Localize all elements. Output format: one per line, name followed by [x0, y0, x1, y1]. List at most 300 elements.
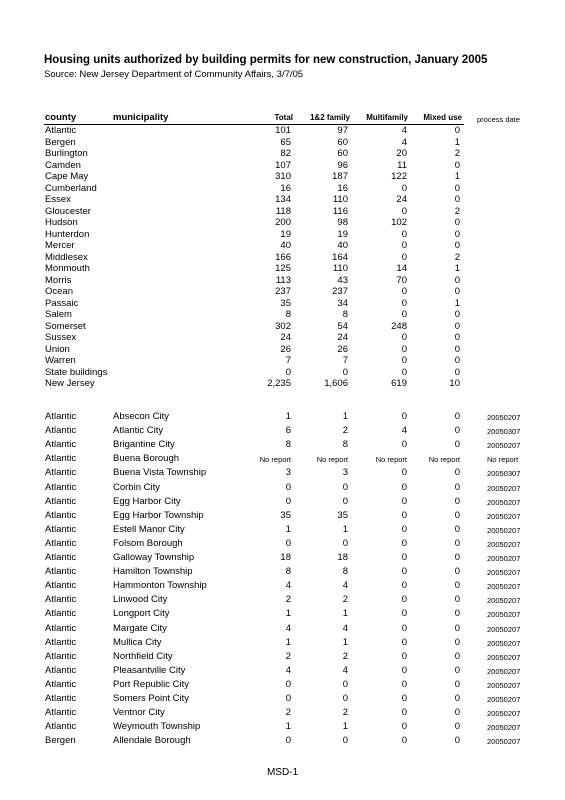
process-date-value: 20050207	[487, 680, 521, 690]
family-value: 0	[342, 495, 348, 507]
family-value: 110	[332, 194, 348, 205]
process-date-value: 20050207	[487, 511, 521, 521]
mixed-use-value: 1	[454, 263, 460, 274]
municipality-row	[0, 707, 565, 719]
county-name: Cape May	[45, 171, 89, 182]
total-value: 0	[285, 366, 291, 378]
multifamily-value: 0	[401, 664, 407, 676]
total-value: 7	[285, 355, 291, 366]
county-name: Atlantic	[45, 594, 77, 606]
process-date-value: 20050207	[487, 695, 521, 704]
header-mixed-use: Mixed use	[423, 113, 462, 122]
process-date-value: 20050207	[487, 441, 521, 451]
mixed-use-value: 0	[454, 664, 460, 676]
family-value: 0	[342, 693, 348, 704]
total-value: 0	[285, 678, 291, 690]
municipality-row	[0, 453, 565, 465]
family-value: 0	[342, 481, 348, 493]
header-total: Total	[274, 113, 293, 122]
family-value: 35	[337, 509, 348, 521]
county-name: Camden	[45, 159, 81, 171]
family-value: 1	[342, 523, 348, 535]
family-value: 7	[342, 355, 348, 366]
multifamily-value: 70	[396, 274, 407, 286]
process-date-value: 20050307	[487, 469, 521, 479]
multifamily-value: 0	[401, 552, 407, 563]
family-value: 4	[342, 664, 348, 676]
county-row	[0, 206, 565, 218]
county-name: Monmouth	[45, 263, 90, 274]
total-value: 166	[275, 251, 291, 263]
county-name: Somerset	[45, 320, 86, 332]
total-value: 0	[285, 481, 291, 493]
family-value: 34	[337, 297, 348, 309]
county-name: Atlantic	[45, 636, 77, 648]
mixed-use-value: 0	[454, 523, 460, 535]
county-name: Atlantic	[45, 537, 77, 549]
header-municipality: municipality	[113, 112, 169, 123]
total-value: 19	[280, 228, 291, 240]
process-date-value: 20050207	[487, 596, 521, 606]
multifamily-value: 0	[401, 636, 407, 648]
county-name: Atlantic	[45, 566, 77, 578]
source-note: Source: New Jersey Department of Community Affairs, 3/7/05	[44, 69, 304, 80]
mixed-use-value: 0	[454, 274, 460, 286]
process-date-value: 20050207	[487, 723, 521, 733]
family-value: 54	[337, 320, 348, 332]
process-date-value: 20050207	[487, 554, 521, 563]
municipality-row	[0, 482, 565, 494]
county-name: Atlantic	[45, 125, 77, 136]
municipality-name: Brigantine City	[113, 439, 175, 451]
family-value: 1,606	[324, 378, 348, 389]
mixed-use-value: 0	[454, 159, 460, 171]
county-row	[0, 160, 565, 172]
header-family: 1&2 family	[309, 113, 350, 122]
total-value: 237	[275, 286, 291, 297]
multifamily-value: 24	[396, 194, 407, 205]
mixed-use-value: 2	[454, 251, 460, 263]
process-date-value: 20050207	[487, 737, 521, 747]
county-name: Bergen	[45, 136, 76, 148]
county-name: Atlantic	[45, 552, 77, 563]
process-date-value: 20050207	[487, 624, 521, 634]
multifamily-value: 122	[391, 171, 407, 182]
county-name: Atlantic	[45, 425, 77, 437]
family-value: 24	[337, 332, 348, 343]
multifamily-value: 0	[401, 594, 407, 606]
county-name: Atlantic	[45, 608, 77, 620]
multifamily-value: 0	[401, 566, 407, 578]
total-value: 0	[285, 537, 291, 549]
header-county: county	[45, 112, 77, 123]
multifamily-value: 0	[401, 735, 407, 747]
family-value: 187	[332, 171, 348, 182]
county-row	[0, 148, 565, 160]
multifamily-value: 14	[396, 263, 407, 274]
municipality-row	[0, 439, 565, 451]
multifamily-value: 0	[401, 343, 407, 355]
total-value: 8	[285, 309, 291, 320]
multifamily-value: 0	[401, 721, 407, 733]
county-row	[0, 183, 565, 195]
multifamily-value: 0	[401, 707, 407, 719]
family-value: 16	[337, 182, 348, 194]
multifamily-value: 4	[401, 425, 407, 437]
total-value: 6	[285, 425, 291, 437]
family-value: 98	[337, 217, 348, 228]
multifamily-value: 0	[401, 332, 407, 343]
municipality-row	[0, 411, 565, 423]
municipality-name: Hammonton Township	[113, 580, 207, 592]
total-value: 2,235	[267, 378, 291, 389]
multifamily-value: 0	[401, 240, 407, 251]
total-value: 0	[285, 735, 291, 747]
county-name: Morris	[45, 274, 72, 286]
total-value: 134	[275, 194, 291, 205]
family-value: 1	[342, 636, 348, 648]
municipality-name: Estell Manor City	[113, 523, 185, 535]
total-value: 1	[285, 523, 291, 535]
mixed-use-value: 0	[454, 286, 460, 297]
mixed-use-value: 2	[454, 205, 460, 217]
process-date-value: 20050207	[487, 539, 521, 549]
county-name: New Jersey	[45, 378, 95, 389]
municipality-name: Ventnor City	[113, 707, 165, 719]
family-value: 1	[342, 721, 348, 733]
process-date-value: 20050207	[487, 666, 521, 676]
multifamily-value: 0	[401, 411, 407, 422]
family-value: No report	[316, 455, 348, 465]
multifamily-value: 0	[401, 309, 407, 320]
family-value: 1	[342, 608, 348, 620]
total-value: No report	[259, 455, 291, 465]
total-value: 4	[285, 622, 291, 634]
municipality-name: Weymouth Township	[113, 721, 201, 733]
municipality-row	[0, 510, 565, 522]
mixed-use-value: 0	[454, 678, 460, 690]
mixed-use-value: 0	[454, 608, 460, 620]
municipality-row	[0, 594, 565, 606]
page-title: Housing units authorized by building permits for new construction, January 2005	[44, 54, 488, 66]
family-value: 18	[337, 552, 348, 563]
municipality-row	[0, 693, 565, 705]
mixed-use-value: 0	[454, 425, 460, 437]
family-value: 0	[342, 735, 348, 747]
mixed-use-value: 0	[454, 693, 460, 704]
multifamily-value: No report	[375, 455, 407, 465]
total-value: 26	[280, 343, 291, 355]
total-value: 1	[285, 608, 291, 620]
family-value: 8	[342, 439, 348, 451]
county-row	[0, 252, 565, 264]
mixed-use-value: 0	[454, 495, 460, 507]
process-date-value: 20050207	[487, 582, 521, 592]
process-date-value: 20050207	[487, 497, 521, 507]
mixed-use-value: 0	[454, 580, 460, 592]
county-row	[0, 286, 565, 298]
family-value: 4	[342, 622, 348, 634]
mixed-use-value: 0	[454, 309, 460, 320]
family-value: 0	[342, 678, 348, 690]
municipality-name: Linwood City	[113, 594, 168, 606]
county-row	[0, 217, 565, 229]
process-date-value: 20050207	[487, 709, 521, 719]
municipality-row	[0, 721, 565, 733]
county-name: Gloucester	[45, 205, 91, 217]
multifamily-value: 4	[401, 125, 407, 136]
process-date-value: 20050207	[487, 525, 521, 535]
multifamily-value: 0	[401, 251, 407, 263]
total-value: 8	[285, 566, 291, 578]
mixed-use-value: 0	[454, 537, 460, 549]
multifamily-value: 0	[401, 523, 407, 535]
total-value: 4	[285, 580, 291, 592]
county-row	[0, 171, 565, 183]
municipality-row	[0, 580, 565, 592]
county-name: Middlesex	[45, 251, 88, 263]
multifamily-value: 102	[391, 217, 407, 228]
multifamily-value: 0	[401, 678, 407, 690]
county-name: Salem	[45, 309, 72, 320]
process-date-value: 20050207	[487, 483, 521, 493]
multifamily-value: 0	[401, 228, 407, 240]
family-value: 3	[342, 467, 348, 479]
county-name: Cumberland	[45, 182, 97, 194]
county-row	[0, 137, 565, 149]
multifamily-value: 0	[401, 537, 407, 549]
family-value: 110	[332, 263, 348, 274]
total-value: 24	[280, 332, 291, 343]
multifamily-value: 0	[401, 509, 407, 521]
multifamily-value: 0	[401, 622, 407, 634]
municipality-name: Buena Borough	[113, 453, 180, 465]
multifamily-value: 0	[401, 495, 407, 507]
municipality-row	[0, 679, 565, 691]
municipality-row	[0, 637, 565, 649]
county-row	[0, 367, 565, 379]
family-value: 2	[342, 425, 348, 437]
family-value: 2	[342, 650, 348, 662]
multifamily-value: 4	[401, 136, 407, 148]
municipality-name: Buena Vista Township	[113, 467, 207, 479]
process-date-value: 20050307	[487, 427, 521, 437]
county-row	[0, 194, 565, 206]
mixed-use-value: 10	[449, 378, 460, 389]
municipality-name: Pleasantville City	[113, 664, 186, 676]
county-name: Ocean	[45, 286, 73, 297]
header-process-date: process date	[477, 115, 520, 124]
municipality-row	[0, 538, 565, 550]
municipality-name: Mullica City	[113, 636, 162, 648]
municipality-name: Northfield City	[113, 650, 173, 662]
total-value: 35	[280, 297, 291, 309]
mixed-use-value: 0	[454, 125, 460, 136]
county-name: Atlantic	[45, 721, 77, 733]
multifamily-value: 248	[391, 320, 407, 332]
page-footer: MSD-1	[266, 767, 299, 778]
process-date-value: No report	[487, 455, 519, 465]
mixed-use-value: 0	[454, 343, 460, 355]
municipality-name: Somers Point City	[113, 693, 190, 704]
municipality-row	[0, 623, 565, 635]
county-name: Warren	[45, 355, 76, 366]
mixed-use-value: 0	[454, 366, 460, 378]
family-value: 2	[342, 594, 348, 606]
county-name: Atlantic	[45, 650, 77, 662]
mixed-use-value: 0	[454, 217, 460, 228]
total-value: 107	[275, 159, 291, 171]
family-value: 1	[342, 411, 348, 422]
municipality-row	[0, 496, 565, 508]
total-value: 1	[285, 721, 291, 733]
municipality-name: Folsom Borough	[113, 537, 183, 549]
county-name: State buildings	[45, 366, 108, 378]
family-value: 96	[337, 159, 348, 171]
total-value: 35	[280, 509, 291, 521]
total-value: 40	[280, 240, 291, 251]
mixed-use-value: 0	[454, 594, 460, 606]
multifamily-value: 0	[401, 439, 407, 451]
mixed-use-value: 2	[454, 148, 460, 159]
total-value: 0	[285, 495, 291, 507]
family-value: 4	[342, 580, 348, 592]
municipality-name: Port Republic City	[113, 678, 190, 690]
multifamily-value: 0	[401, 286, 407, 297]
family-value: 60	[337, 148, 348, 159]
mixed-use-value: 0	[454, 228, 460, 240]
county-name: Passaic	[45, 297, 79, 309]
county-name: Atlantic	[45, 509, 77, 521]
total-value: 2	[285, 594, 291, 606]
municipality-name: Hamilton Township	[113, 566, 193, 578]
county-name: Atlantic	[45, 707, 77, 719]
total-value: 113	[275, 274, 291, 286]
mixed-use-value: 0	[454, 182, 460, 194]
mixed-use-value: 0	[454, 622, 460, 634]
county-name: Atlantic	[45, 523, 77, 535]
mixed-use-value: 0	[454, 355, 460, 366]
county-row	[0, 263, 565, 275]
county-name: Sussex	[45, 332, 77, 343]
multifamily-value: 0	[401, 481, 407, 493]
county-row	[0, 240, 565, 252]
mixed-use-value: 1	[454, 297, 460, 309]
family-value: 237	[332, 286, 348, 297]
family-value: 8	[342, 566, 348, 578]
total-value: 18	[280, 552, 291, 563]
municipality-name: Margate City	[113, 622, 167, 634]
county-row	[0, 378, 565, 390]
county-row	[0, 344, 565, 356]
total-value: 118	[275, 205, 291, 217]
total-value: 101	[275, 125, 291, 136]
county-name: Bergen	[45, 735, 76, 747]
county-name: Atlantic	[45, 678, 77, 690]
municipality-name: Egg Harbor Township	[113, 509, 204, 521]
municipality-row	[0, 651, 565, 663]
county-name: Atlantic	[45, 453, 77, 465]
municipality-name: Absecon City	[113, 411, 169, 422]
municipality-name: Egg Harbor City	[113, 495, 181, 507]
total-value: 2	[285, 707, 291, 719]
county-name: Atlantic	[45, 622, 77, 634]
total-value: 1	[285, 636, 291, 648]
county-name: Hunterdon	[45, 228, 90, 240]
municipality-name: Corbin City	[113, 481, 160, 493]
multifamily-value: 619	[391, 378, 407, 389]
mixed-use-value: 0	[454, 735, 460, 747]
total-value: 310	[275, 171, 291, 182]
total-value: 125	[275, 263, 291, 274]
header-multifamily: Multifamily	[366, 113, 408, 122]
process-date-value: 20050207	[487, 638, 521, 648]
county-name: Atlantic	[45, 439, 77, 451]
county-row	[0, 229, 565, 241]
family-value: 60	[337, 136, 348, 148]
mixed-use-value: 0	[454, 481, 460, 493]
county-name: Atlantic	[45, 467, 77, 479]
municipality-row	[0, 608, 565, 620]
county-name: Burlington	[45, 148, 88, 159]
county-name: Atlantic	[45, 495, 77, 507]
multifamily-value: 0	[401, 693, 407, 704]
mixed-use-value: 0	[454, 650, 460, 662]
multifamily-value: 0	[401, 366, 407, 378]
family-value: 40	[337, 240, 348, 251]
family-value: 164	[332, 251, 348, 263]
mixed-use-value: 1	[454, 171, 460, 182]
multifamily-value: 20	[396, 148, 407, 159]
municipality-row	[0, 425, 565, 437]
county-name: Atlantic	[45, 411, 77, 422]
county-name: Hudson	[45, 217, 78, 228]
total-value: 200	[275, 217, 291, 228]
process-date-value: 20050207	[487, 413, 521, 422]
multifamily-value: 0	[401, 355, 407, 366]
municipality-name: Allendale Borough	[113, 735, 191, 747]
total-value: 302	[275, 320, 291, 332]
county-row	[0, 309, 565, 321]
family-value: 8	[342, 309, 348, 320]
mixed-use-value: 0	[454, 566, 460, 578]
county-name: Atlantic	[45, 481, 77, 493]
multifamily-value: 0	[401, 182, 407, 194]
municipality-row	[0, 735, 565, 747]
mixed-use-value: 0	[454, 552, 460, 563]
multifamily-value: 0	[401, 650, 407, 662]
multifamily-value: 0	[401, 580, 407, 592]
mixed-use-value: 0	[454, 240, 460, 251]
mixed-use-value: No report	[428, 455, 460, 465]
county-name: Atlantic	[45, 693, 77, 704]
county-row	[0, 332, 565, 344]
municipality-row	[0, 566, 565, 578]
total-value: 0	[285, 693, 291, 704]
mixed-use-value: 0	[454, 332, 460, 343]
municipality-row	[0, 665, 565, 677]
mixed-use-value: 0	[454, 636, 460, 648]
total-value: 4	[285, 664, 291, 676]
county-row	[0, 321, 565, 333]
mixed-use-value: 0	[454, 707, 460, 719]
process-date-value: 20050207	[487, 568, 521, 578]
family-value: 97	[337, 125, 348, 136]
family-value: 26	[337, 343, 348, 355]
county-row	[0, 355, 565, 367]
process-date-value: 20050207	[487, 610, 521, 620]
mixed-use-value: 0	[454, 721, 460, 733]
